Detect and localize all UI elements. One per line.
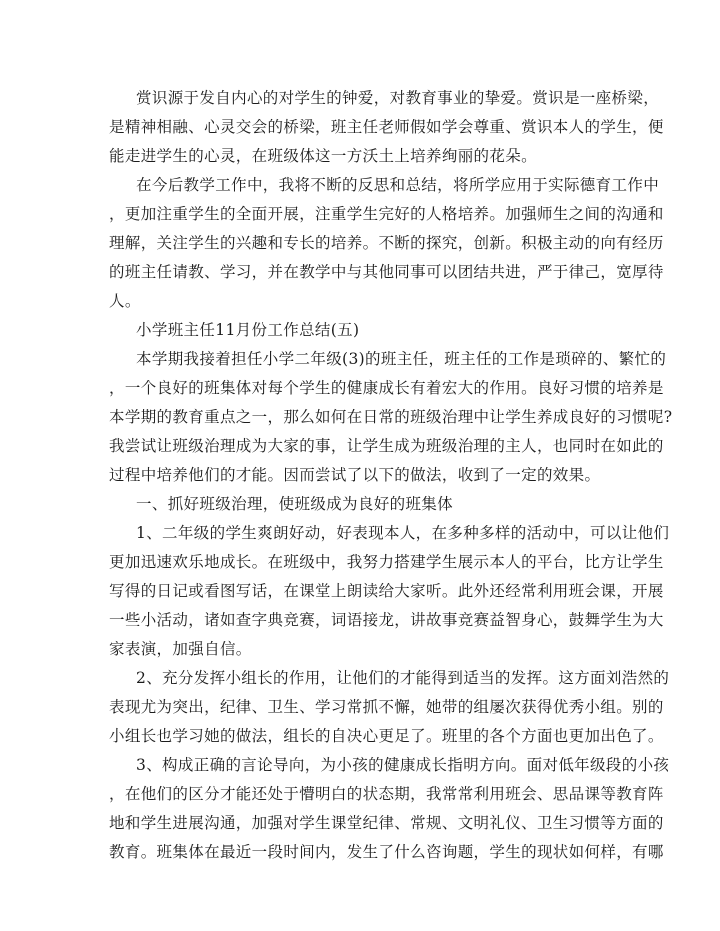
text-line: ，更加注重学生的全面开展，注重学生完好的人格培养。加强师生之间的沟通和 bbox=[109, 205, 664, 223]
text-line: 过程中培养他们的才能。因而尝试了以下的做法，收到了一定的效果。 bbox=[109, 466, 601, 484]
text-line: ，在他们的区分才能还处于懵明白的状态期，我常常利用班会、思品课等教育阵 bbox=[109, 785, 664, 803]
text-line: 写得的日记或看图写话，在课堂上朗读给大家听。此外还经常利用班会课，开展 bbox=[109, 582, 664, 600]
text-line: 我尝试让班级治理成为大家的事，让学生成为班级治理的主人，也同时在如此的 bbox=[109, 437, 664, 455]
text-line: 家表演，加强自信。 bbox=[109, 640, 252, 658]
text-line: 人。 bbox=[109, 292, 141, 310]
text-line: 理解，关注学生的兴趣和专长的培养。不断的探究，创新。积极主动的向有经历 bbox=[109, 234, 664, 252]
text-line: 能走进学生的心灵，在班级体这一方沃土上培养绚丽的花朵。 bbox=[109, 147, 537, 165]
text-line: 表现尤为突出，纪律、卫生、学习常抓不懈，她带的组屡次获得优秀小组。别的 bbox=[109, 698, 664, 716]
text-line: 在今后教学工作中，我将不断的反思和总结，将所学应用于实际德育工作中 bbox=[136, 176, 660, 194]
section-title: 小学班主任11月份工作总结(五) bbox=[136, 321, 360, 339]
text-line: 3、构成正确的言论导向，为小孩的健康成长指明方向。面对低年级段的小孩 bbox=[136, 756, 670, 774]
text-line: ，一个良好的班集体对每个学生的健康成长有着宏大的作用。良好习惯的培养是 bbox=[109, 379, 664, 397]
text-line: 更加迅速欢乐地成长。在班级中，我努力搭建学生展示本人的平台，比方让学生 bbox=[109, 553, 664, 571]
text-line: 地和学生进展沟通，加强对学生课堂纪律、常规、文明礼仪、卫生习惯等方面的 bbox=[109, 814, 664, 832]
text-line: 1、二年级的学生爽朗好动，好表现本人，在多种多样的活动中，可以让他们 bbox=[136, 524, 670, 542]
text-line: 一些小活动，诸如查字典竞赛，词语接龙，讲故事竞赛益智身心，鼓舞学生为大 bbox=[109, 611, 664, 629]
text-line: 2、充分发挥小组长的作用，让他们的才能得到适当的发挥。这方面刘浩然的 bbox=[136, 669, 670, 687]
text-line: 的班主任请教、学习，并在教学中与其他同事可以团结共进，严于律己，宽厚待 bbox=[109, 263, 664, 281]
text-line: 教育。班集体在最近一段时间内，发生了什么咨询题，学生的现状如何样，有哪 bbox=[109, 843, 664, 861]
text-line: 本学期的教育重点之一，那么如何在日常的班级治理中让学生养成良好的习惯呢? bbox=[109, 408, 673, 426]
text-line: 小组长也学习她的做法，组长的自决心更足了。班里的各个方面也更加出色了。 bbox=[109, 727, 664, 745]
text-line: 赏识源于发自内心的对学生的钟爱，对教育事业的挚爱。赏识是一座桥梁， bbox=[136, 89, 660, 107]
text-line: 是精神相融、心灵交会的桥梁，班主任老师假如学会尊重、赏识本人的学生，便 bbox=[109, 118, 664, 136]
section-heading: 一、抓好班级治理，使班级成为良好的班集体 bbox=[136, 495, 454, 513]
text-line: 本学期我接着担任小学二年级(3)的班主任，班主任的工作是琐碎的、繁忙的 bbox=[136, 350, 667, 368]
